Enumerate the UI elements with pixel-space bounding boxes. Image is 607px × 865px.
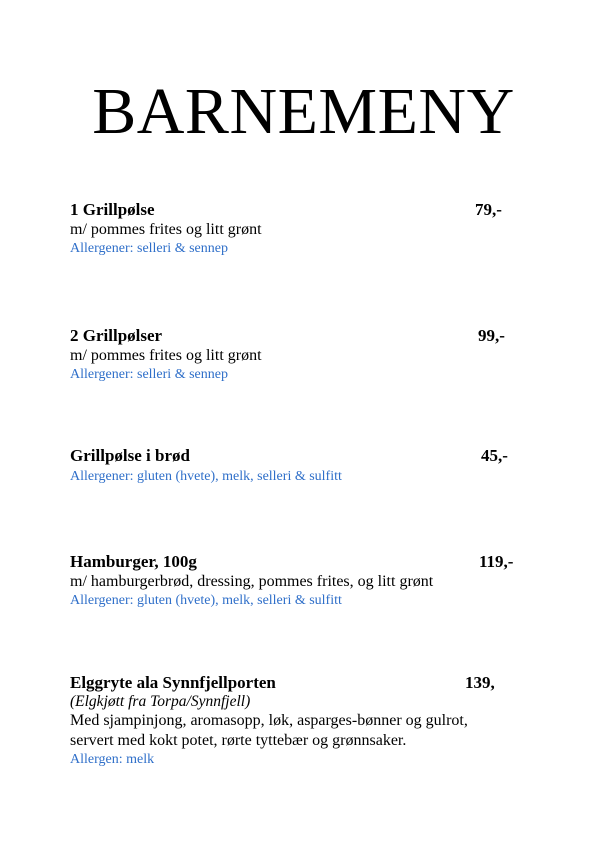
item-description-line: Med sjampinjong, aromasopp, løk, asparges-bønner og gulrot, — [70, 712, 468, 729]
item-price: 45,- — [481, 446, 508, 465]
item-name: 2 Grillpølser — [70, 326, 163, 345]
item-description: m/ pommes frites og litt grønt — [70, 347, 262, 364]
item-name: 1 Grillpølse — [70, 200, 155, 219]
item-allergens: Allergener: selleri & sennep — [70, 367, 228, 382]
item-name: Grillpølse i brød — [70, 446, 190, 465]
item-price: 99,- — [478, 326, 505, 345]
item-allergens: Allergener: selleri & sennep — [70, 241, 228, 256]
item-subtitle: (Elgkjøtt fra Torpa/Synnfjell) — [70, 693, 251, 710]
menu-item-grillpolse-i-brod — [70, 446, 540, 486]
menu-item-hamburger — [70, 552, 540, 610]
menu-title: BARNEMENY — [92, 75, 515, 148]
item-allergens: Allergener: gluten (hvete), melk, selleri & sulfitt — [70, 593, 342, 608]
item-description: m/ hamburgerbrød, dressing, pommes frites, og litt grønt — [70, 573, 434, 590]
item-name: Elggryte ala Synnfjellporten — [70, 673, 276, 692]
menu-item-1-grillpolse — [70, 200, 540, 258]
item-price: 79,- — [475, 200, 502, 219]
item-allergens: Allergen: melk — [70, 752, 155, 767]
item-price: 139, — [465, 673, 495, 692]
item-price: 119,- — [479, 552, 514, 571]
menu-item-elggryte — [70, 673, 540, 769]
item-description-line: servert med kokt potet, rørte tyttebær og grønnsaker. — [70, 732, 407, 749]
item-allergens: Allergener: gluten (hvete), melk, selleri & sulfitt — [70, 469, 342, 484]
item-name: Hamburger, 100g — [70, 552, 197, 571]
item-description: m/ pommes frites og litt grønt — [70, 221, 262, 238]
menu-item-2-grillpolser — [70, 326, 540, 384]
